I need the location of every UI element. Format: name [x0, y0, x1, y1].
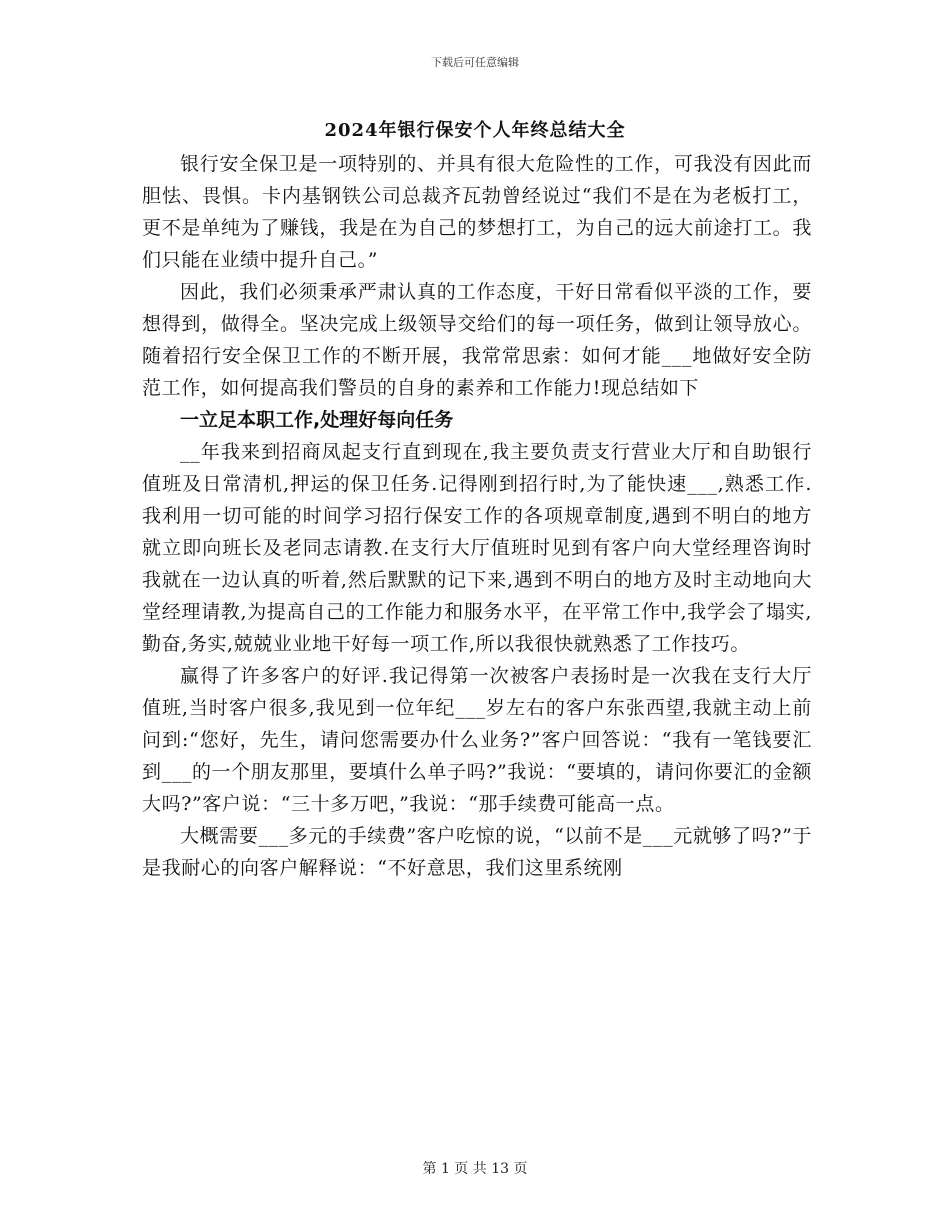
- paragraph-attitude: 因此，我们必须秉承严肃认真的工作态度，干好日常看似平淡的工作，要想得到，做得全。坚决完成上级领导交给们的每一项任务，做到让领导放心。随着招行安全保卫工作的不断开展，我常常思索：如何才能___地做好安全防范工作，如何提高我们警员的自身的素养和工作能力!现总结如下: [142, 281, 812, 399]
- document-title: 2024年银行保安个人年终总结大全: [324, 120, 626, 141]
- header-note: 下载后可任意编辑: [431, 56, 519, 69]
- document-body: [142, 148, 812, 884]
- paragraph-customer-praise: 赢得了许多客户的好评.我记得第一次被客户表扬时是一次我在支行大厅值班,当时客户很多,我见到一位年纪___岁左右的客户东张西望,我就主动上前问到:“您好，先生，请问您需要办什么业务?”客户回答说：“我有一笔钱要汇到___的一个朋友那里，要填什么单子吗?”我说：“要填的，请问你要汇的金额大吗?”客户说：“三十多万吧，”我说：“那手续费可能高一点。: [142, 665, 812, 815]
- paragraph-fee-explanation: 大概需要___多元的手续费”客户吃惊的说，“以前不是___元就够了吗?”于是我耐心的向客户解释说：“不好意思，我们这里系统刚: [142, 825, 812, 879]
- section-heading: 一立足本职工作,处理好每向任务: [180, 409, 454, 431]
- paragraph-intro: 银行安全保卫是一项特别的、并具有很大危险性的工作，可我没有因此而胆怯、畏惧。卡内基钢铁公司总裁齐瓦勃曾经说过“我们不是在为老板打工，更不是单纯为了赚钱，我是在为自己的梦想打工，为自己的远大前途打工。我们只能在业绩中提升自己。”: [142, 153, 812, 271]
- paragraph-duties: __年我来到招商凤起支行直到现在,我主要负责支行营业大厅和自助银行值班及日常清机,押运的保卫任务.记得刚到招行时,为了能快速___,熟悉工作.我利用一切可能的时间学习招行保安工作的各项规章制度,遇到不明白的地方就立即向班长及老同志请教.在支行大厅值班时见到有客户向大堂经理咨询时我就在一边认真的听着,然后默默的记下来,遇到不明白的地方及时主动地向大堂经理请教,为提高自己的工作能力和服务水平，在平常工作中,我学会了塌实,勤奋,务实,兢兢业业地干好每一项工作,所以我很快就熟悉了工作技巧。: [142, 441, 812, 655]
- page-number: 第 1 页 共 13 页: [422, 1161, 528, 1177]
